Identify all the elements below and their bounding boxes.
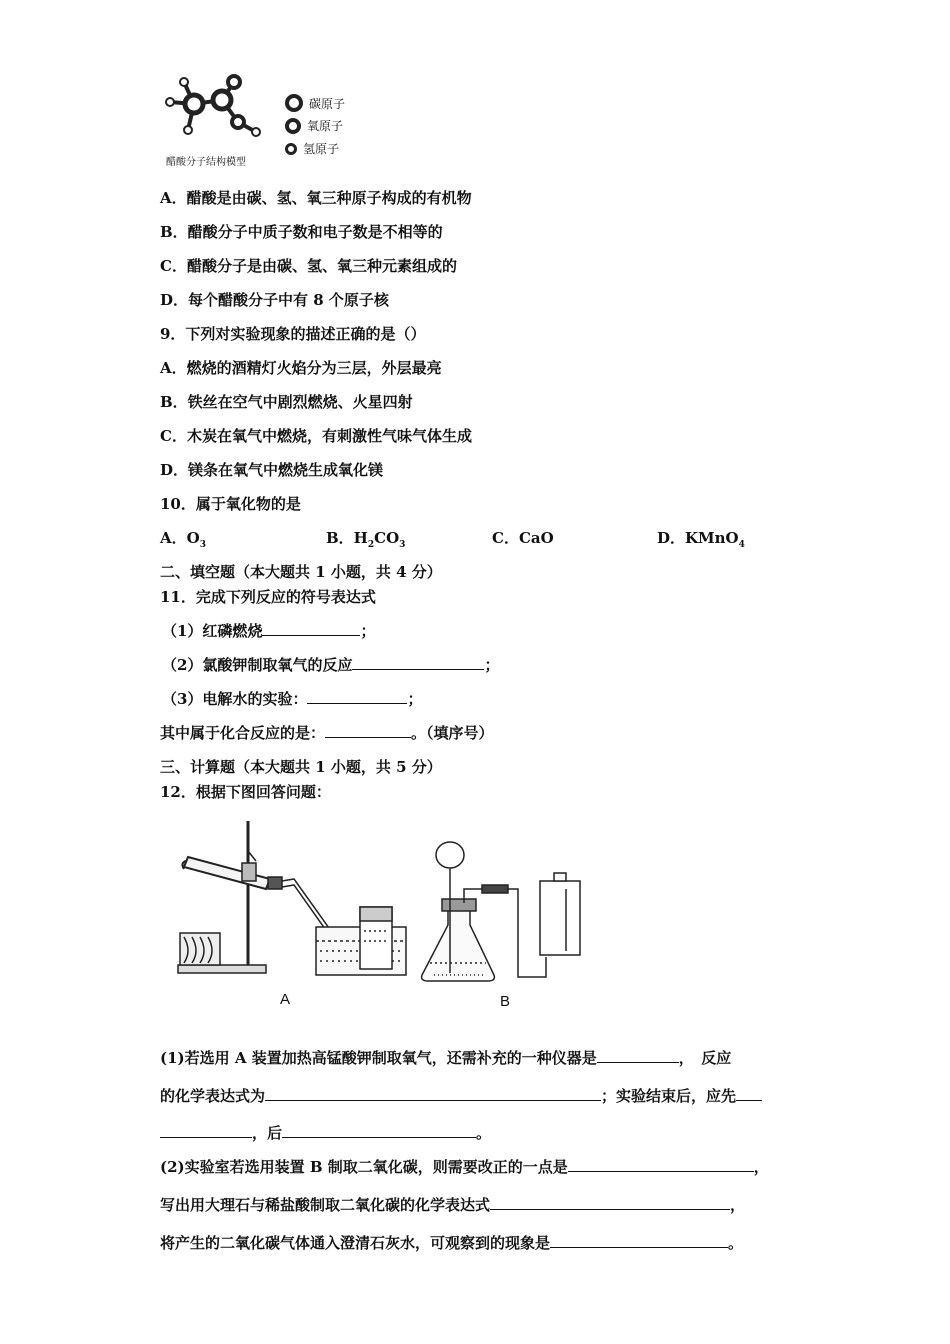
- q12-part1-line2: 的化学表达式为 ；实验结束后，应先: [160, 1085, 762, 1106]
- q9-option-b: B．铁丝在空气中剧烈燃烧、火星四射: [160, 393, 413, 411]
- oxygen-atom-icon: [285, 118, 301, 134]
- q8-option-a: A．醋酸是由碳、氢、氧三种原子构成的有机物: [160, 189, 472, 207]
- answer-blank[interactable]: [325, 723, 411, 738]
- answer-blank[interactable]: [568, 1157, 754, 1172]
- q11-combination: 其中属于化合反应的是： 。（填序号）: [160, 724, 494, 742]
- q10-stem: 10．属于氧化物的是: [160, 495, 301, 513]
- acetic-acid-molecule-model: [158, 74, 268, 154]
- q12-stem: 12．根据下图回答问题：: [160, 783, 331, 801]
- answer-blank[interactable]: [736, 1086, 762, 1101]
- legend-oxygen: 氧原子: [285, 117, 343, 134]
- legend-hydrogen: 氢原子: [285, 140, 339, 157]
- hydrogen-atom-icon: [285, 143, 297, 155]
- q11-part-3: （3）电解水的实验： ；: [162, 690, 423, 708]
- q9-option-c: C．木炭在氧气中燃烧，有刺激性气味气体生成: [160, 427, 472, 445]
- answer-blank[interactable]: [160, 1123, 252, 1138]
- q11-stem: 11．完成下列反应的符号表达式: [160, 588, 376, 606]
- q12-part1-line1: (1)若选用 A 装置加热高锰酸钾制取氧气，还需补充的一种仪器是 ， 反应: [160, 1049, 732, 1067]
- q10-option-c: C．CaO: [492, 529, 554, 547]
- q12-part2-line1: (2)实验室若选用装置 B 制取二氧化碳，则需要改正的一点是 ，: [160, 1158, 769, 1176]
- answer-blank[interactable]: [265, 1086, 601, 1101]
- carbon-atom-icon: [285, 94, 303, 112]
- q8-option-b: B．醋酸分子中质子数和电子数是不相等的: [160, 223, 443, 241]
- answer-blank[interactable]: [550, 1233, 728, 1248]
- q9-option-a: A．燃烧的酒精灯火焰分为三层，外层最亮: [160, 359, 442, 377]
- answer-blank[interactable]: [262, 621, 360, 636]
- q10-option-b: B．$H_2CO_3$: [326, 529, 406, 550]
- q12-part1-line3: ，后 。: [160, 1122, 491, 1143]
- q8-option-d: D．每个醋酸分子中有 8 个原子核: [160, 291, 389, 309]
- answer-blank[interactable]: [597, 1048, 679, 1063]
- q10-option-a: A．$O_3$: [160, 529, 206, 550]
- section2-heading: 二、填空题（本大题共 1 小题，共 4 分）: [160, 563, 442, 581]
- lab-apparatus-figure: [170, 815, 600, 1015]
- q12-part2-line2: 写出用大理石与稀盐酸制取二氧化碳的化学表达式 ，: [160, 1196, 746, 1214]
- q11-part-1: （1）红磷燃烧 ；: [162, 622, 376, 640]
- section3-heading: 三、计算题（本大题共 1 小题，共 5 分）: [160, 758, 442, 776]
- q8-option-c: C．醋酸分子是由碳、氢、氧三种元素组成的: [160, 257, 457, 275]
- molecule-caption: 醋酸分子结构模型: [166, 157, 246, 168]
- q9-option-d: D．镁条在氧气中燃烧生成氧化镁: [160, 461, 384, 479]
- answer-blank[interactable]: [490, 1195, 730, 1210]
- legend-carbon: 碳原子: [285, 94, 345, 112]
- answer-blank[interactable]: [352, 655, 484, 670]
- q11-part-2: （2）氯酸钾制取氧气的反应 ；: [162, 656, 500, 674]
- q10-option-d: D．KMnO$_4$: [657, 529, 745, 550]
- answer-blank[interactable]: [307, 689, 407, 704]
- answer-blank[interactable]: [282, 1123, 476, 1138]
- apparatus-b-label: B: [500, 993, 511, 1010]
- apparatus-a-label: A: [280, 991, 291, 1008]
- q12-part2-line3: 将产生的二氧化碳气体通入澄清石灰水，可观察到的现象是 。: [160, 1234, 744, 1252]
- q9-stem: 9．下列对实验现象的描述正确的是（）: [160, 325, 426, 343]
